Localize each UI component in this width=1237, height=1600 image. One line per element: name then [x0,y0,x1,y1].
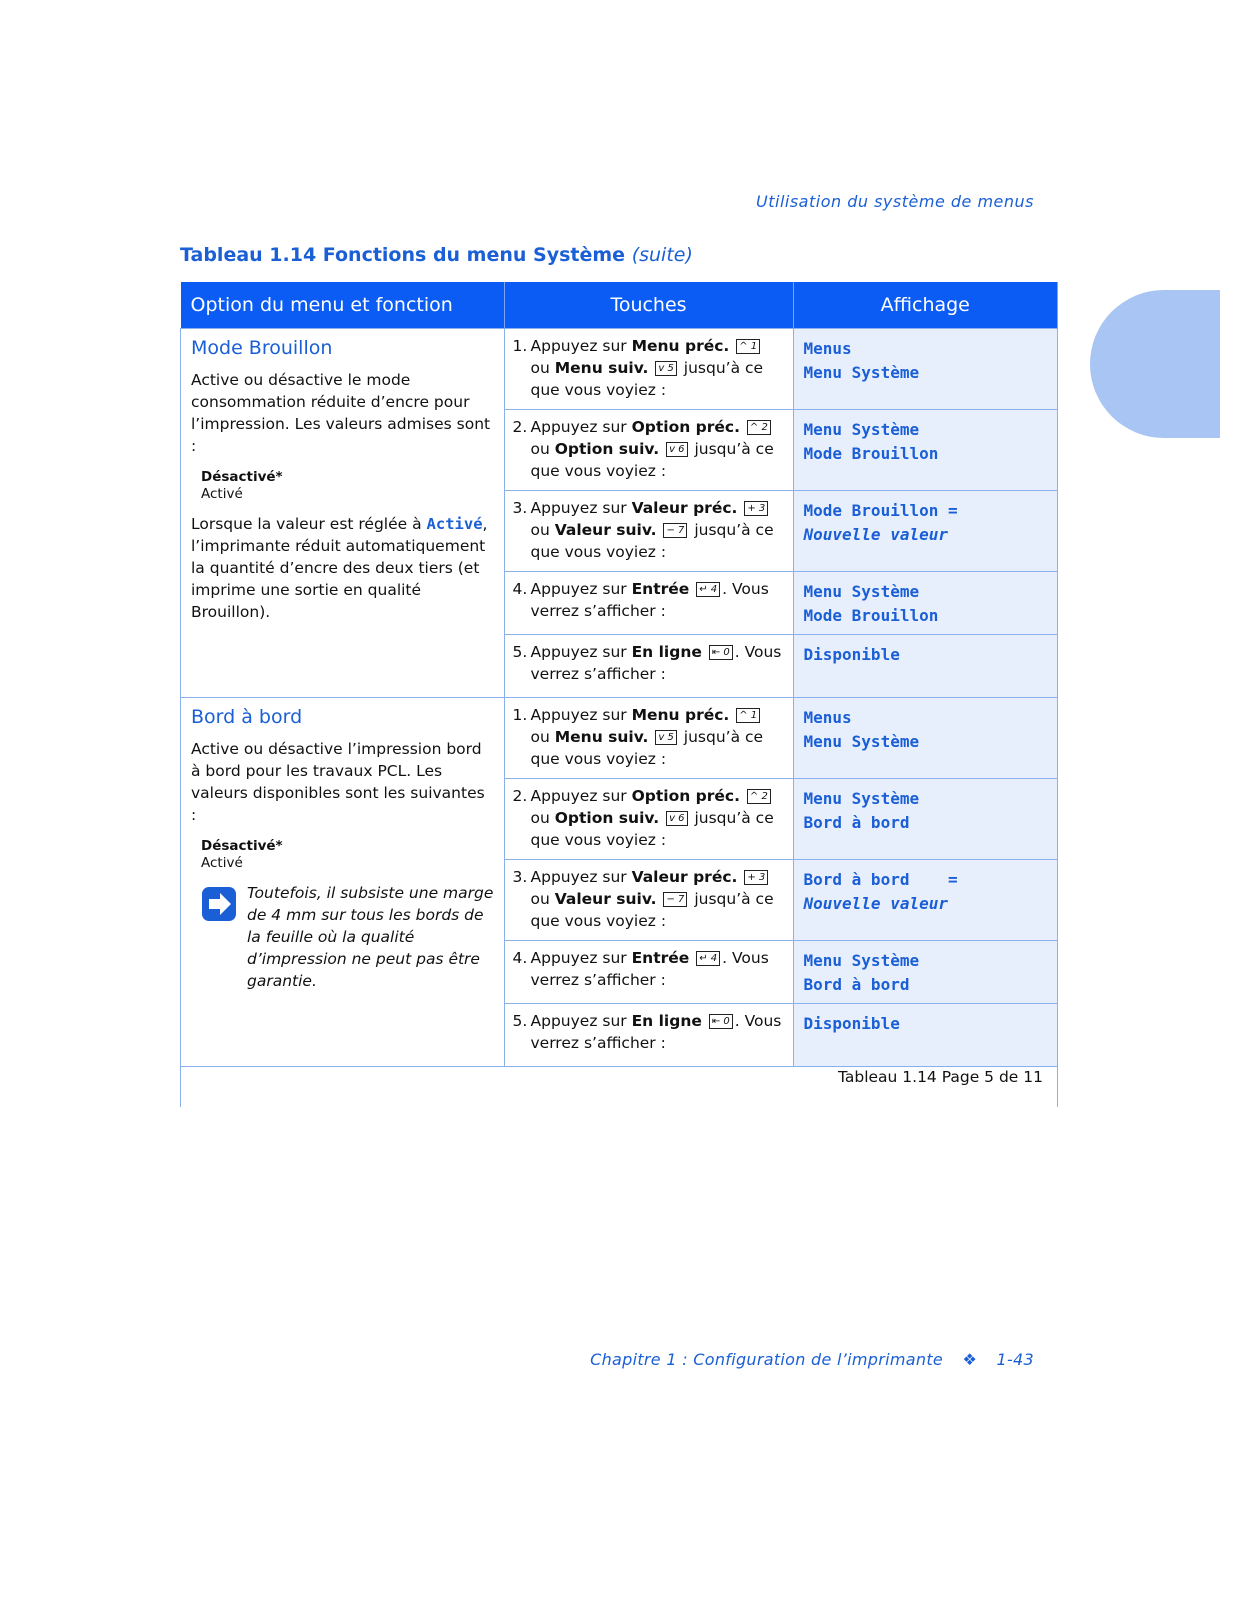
display-line-1: Menus [803,339,852,358]
key-icon: ^ 2 [747,420,771,435]
display-line-1: Menu Système [803,582,920,601]
option-cell-bord-a-bord [181,698,505,1067]
display-line-1: Menus [803,708,852,727]
display-line-1: Disponible [803,1014,900,1033]
table-footer: Tableau 1.14 Page 5 de 11 [181,1067,1058,1108]
step-cell [504,329,793,410]
display-cell [793,410,1058,491]
step-text: Appuyez sur Entrée ↵ 4 . Vous verrez s’afficher : [530,580,769,620]
step-cell [504,572,793,635]
column-header-option: Option du menu et fonction [181,282,505,329]
key-icon: − 7 [663,523,687,538]
option-description: Active ou désactive l’impression bord à bord pour les travaux PCL. Les valeurs disponibles sont les suivantes : [191,740,485,824]
footer-chapter: Chapitre 1 : Configuration de l’imprimante [590,1350,944,1369]
display-cell [793,491,1058,572]
step-cell [504,779,793,860]
display-line-2: Nouvelle valeur [803,525,948,544]
key-icon: ^ 2 [747,789,771,804]
display-line-1: Bord à bord = [803,870,958,889]
chapter-tab-marker [1090,290,1220,438]
step-number: 1. [512,706,528,724]
value-default: Désactivé* [201,838,283,854]
step-cell [504,1004,793,1067]
key-icon: ↵ 4 [696,951,720,966]
display-line-2: Bord à bord [803,975,910,994]
key-icon: + 3 [744,501,768,516]
option-values [191,469,494,503]
note [191,882,494,992]
step-cell [504,491,793,572]
step-number: 3. [512,499,528,517]
step-text: Appuyez sur Valeur préc. + 3 ou Valeur suiv. − 7 jusqu’à ce que vous voyiez : [530,499,774,561]
step-number: 4. [512,580,528,598]
key-icon: ⇤ 0 [709,1014,733,1029]
display-line-1: Menu Système [803,951,920,970]
option-description: Active ou désactive le mode consommation réduite d’encre pour l’impression. Les valeurs admises sont : [191,371,491,455]
key-icon: v 5 [655,730,676,745]
step-text: Appuyez sur Menu préc. ^ 1 ou Menu suiv. v 5 jusqu’à ce que vous voyiez : [530,337,764,399]
step-number: 1. [512,337,528,355]
key-icon: + 3 [744,870,768,885]
step-text: Appuyez sur En ligne ⇤ 0 . Vous verrez s’afficher : [530,1012,782,1052]
key-icon: ^ 1 [736,339,760,354]
step-number: 4. [512,949,528,967]
display-line-1: Mode Brouillon = [803,501,958,520]
table-header-row [181,282,1058,329]
step-cell [504,635,793,698]
display-cell [793,860,1058,941]
step-text: Appuyez sur Option préc. ^ 2 ou Option suiv. v 6 jusqu’à ce que vous voyiez : [530,418,774,480]
display-cell [793,329,1058,410]
table-title-suffix: (suite) [631,244,693,266]
display-line-2: Mode Brouillon [803,606,939,625]
key-icon: − 7 [663,892,687,907]
display-line-2: Menu Système [803,732,920,751]
option-values [191,838,494,872]
value-other: Activé [201,855,243,871]
key-icon: ⇤ 0 [709,645,733,660]
key-icon: ↵ 4 [696,582,720,597]
display-line-2: Mode Brouillon [803,444,939,463]
extra-value: Activé [426,515,483,533]
key-icon: v 6 [666,811,687,826]
display-line-1: Disponible [803,645,900,664]
running-head: Utilisation du système de menus [756,192,1034,211]
step-number: 2. [512,787,528,805]
option-cell-mode-brouillon [181,329,505,698]
extra-suffix: , l’imprimante réduit automatiquement la quantité d’encre des deux tiers (et imprime une sortie en qualité Brouillon). [191,515,488,621]
extra-prefix: Lorsque la valeur est réglée à [191,515,427,533]
value-default: Désactivé* [201,469,283,485]
table-title [180,244,693,266]
step-text: Appuyez sur Valeur préc. + 3 ou Valeur suiv. − 7 jusqu’à ce que vous voyiez : [530,868,774,930]
display-cell [793,635,1058,698]
step-text: Appuyez sur Menu préc. ^ 1 ou Menu suiv. v 5 jusqu’à ce que vous voyiez : [530,706,764,768]
note-text: Toutefois, il subsiste une marge de 4 mm sur tous les bords de la feuille où la qualité d’impression ne peut pas être garantie. [247,884,494,990]
key-icon: ^ 1 [736,708,760,723]
display-cell [793,572,1058,635]
table-row [181,329,1058,410]
display-line-1: Menu Système [803,420,920,439]
page-footer [590,1350,1034,1369]
step-number: 5. [512,643,528,661]
footer-page-number: 1-43 [996,1350,1034,1369]
display-line-2: Bord à bord [803,813,910,832]
display-cell [793,779,1058,860]
display-line-2: Menu Système [803,363,920,382]
column-header-display: Affichage [793,282,1058,329]
key-icon: v 6 [666,442,687,457]
step-text: Appuyez sur En ligne ⇤ 0 . Vous verrez s’afficher : [530,643,782,683]
table-row [181,698,1058,779]
arrow-note-icon [201,886,237,922]
step-cell [504,698,793,779]
option-extra-text [191,513,494,623]
step-cell [504,860,793,941]
table-footer-row [181,1067,1058,1108]
display-cell [793,698,1058,779]
option-title: Bord à bord [191,706,303,728]
column-header-keys: Touches [504,282,793,329]
option-title: Mode Brouillon [191,337,333,359]
display-cell [793,1004,1058,1067]
step-cell [504,941,793,1004]
key-icon: v 5 [655,361,676,376]
diamond-separator-icon: ❖ [962,1350,978,1369]
menu-functions-table [180,282,1058,1107]
value-other: Activé [201,486,243,502]
display-line-1: Menu Système [803,789,920,808]
step-text: Appuyez sur Option préc. ^ 2 ou Option suiv. v 6 jusqu’à ce que vous voyiez : [530,787,774,849]
table-title-text: Tableau 1.14 Fonctions du menu Système [180,244,626,266]
step-number: 3. [512,868,528,886]
step-number: 5. [512,1012,528,1030]
step-text: Appuyez sur Entrée ↵ 4 . Vous verrez s’afficher : [530,949,769,989]
step-cell [504,410,793,491]
display-line-2: Nouvelle valeur [803,894,948,913]
step-number: 2. [512,418,528,436]
display-cell [793,941,1058,1004]
